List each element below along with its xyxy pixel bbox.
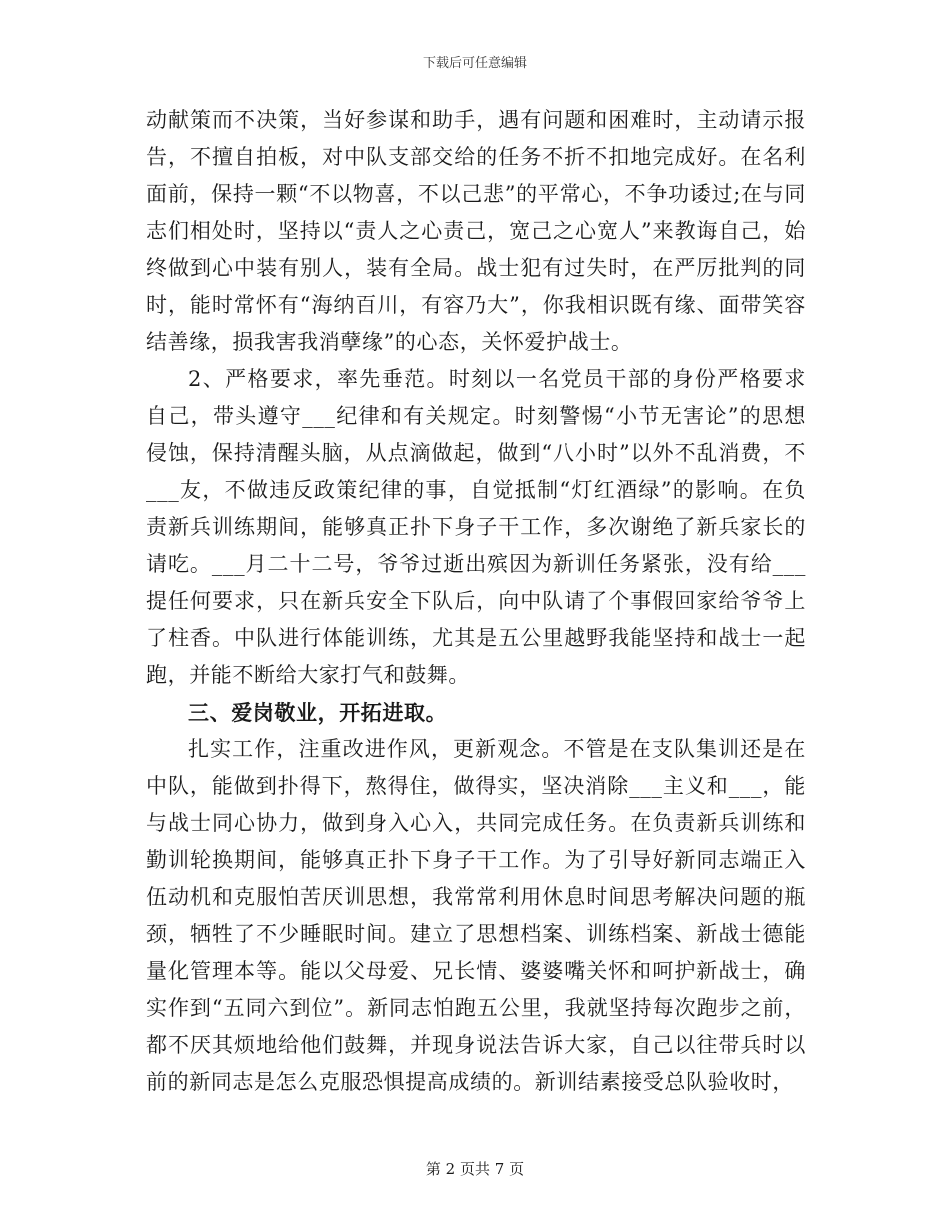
section-heading: 三、爱岗敬业，开拓进取。	[188, 700, 448, 725]
body-paragraph-solid-work: 扎实工作，注重改进作风，更新观念。不管是在支队集训还是在中队，能做到扑得下，熬得住，做得实，坚决消除___主义和___，能与战士同心协力，做到身入心入，共同完成任务。在负责新兵训练和勤训轮换期间，能够真正扑下身子干工作。为了引导好新同志端正入伍动机和克服怕苦厌训思想，我常常利用休息时间思考解决问题的瓶颈，牺牲了不少睡眠时间。建立了思想档案、训练档案、新战士德能量化管理本等。能以父母爱、兄长情、婆婆嘴关怀和呵护新战士，确实作到“五同六到位”。新同志怕跑五公里，我就坚持每次跑步之前，都不厌其烦地给他们鼓舞，并现身说法告诉大家，自己以往带兵时以前的新同志是怎么克服恐惧提高成绩的。新训结素接受总队验收时，	[146, 737, 806, 1094]
document-body	[146, 102, 806, 1101]
page-number: 第 2 页共 7 页	[425, 1160, 525, 1178]
body-paragraph-strict-requirements: 2、严格要求，率先垂范。时刻以一名党员干部的身份严格要求自己，带头遵守___纪律和有关规定。时刻警惕“小节无害论”的思想侵蚀，保持清醒头脑，从点滴做起，做到“八小时”以外不乱消费，不___友，不做违反政策纪律的事，自觉抵制“灯红酒绿”的影响。在负责新兵训练期间，能够真正扑下身子干工作，多次谢绝了新兵家长的请吃。___月二十二号，爷爷过逝出殡因为新训任务紧张，没有给___提任何要求，只在新兵安全下队后，向中队请了个事假回家给爷爷上了柱香。中队进行体能训练，尤其是五公里越野我能坚持和战士一起跑，并能不断给大家打气和鼓舞。	[146, 367, 806, 687]
body-paragraph-continued: 动献策而不决策，当好参谋和助手，遇有问题和困难时，主动请示报告，不擅自拍板，对中队支部交给的任务不折不扣地完成好。在名利面前，保持一颗“不以物喜，不以己悲”的平常心，不争功诿过;在与同志们相处时，坚持以“责人之心责己，宽己之心宽人”来教诲自己，始终做到心中装有别人，装有全局。战士犯有过失时，在严厉批判的同时，能时常怀有“海纳百川，有容乃大”，你我相识既有缘、面带笑容结善缘，损我害我消孽缘”的心态，关怀爱护战士。	[146, 108, 806, 354]
page-header-note: 下载后可任意编辑	[422, 56, 527, 71]
